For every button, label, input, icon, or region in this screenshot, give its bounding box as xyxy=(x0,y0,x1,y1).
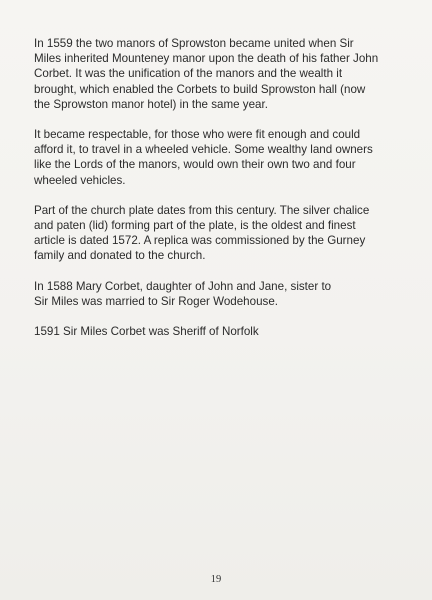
paragraph-wheeled-vehicles: It became respectable, for those who were fit enough and could afford it, to travel in a wheeled vehicle. Some wealthy land owners like the Lords of the manors, would own their own two and four wheeled vehicles. xyxy=(34,128,373,187)
paragraph-church-plate: Part of the church plate dates from this century. The silver chalice and paten (lid) forming part of the plate, is the oldest and finest article is dated 1572. A replica was commissioned by the Gurney family and donated to the church. xyxy=(34,203,370,263)
document-body xyxy=(34,36,402,354)
paragraph-sprowston-manors: In 1559 the two manors of Sprowston became united when Sir Miles inherited Mounteney manor upon the death of his father John Corbet. It was the unification of the manors and the wealth it brought, which enabled the Corbets to build Sprowston hall (now the Sprowston manor hotel) in the same year. xyxy=(34,37,379,111)
paragraph-sheriff-of-norfolk: 1591 Sir Miles Corbet was Sheriff of Norfolk xyxy=(34,325,259,339)
page-number: 19 xyxy=(210,574,222,585)
paragraph-mary-corbet: In 1588 Mary Corbet, daughter of John and Jane, sister to Sir Miles was married to Sir Roger Wodehouse. xyxy=(34,279,332,308)
